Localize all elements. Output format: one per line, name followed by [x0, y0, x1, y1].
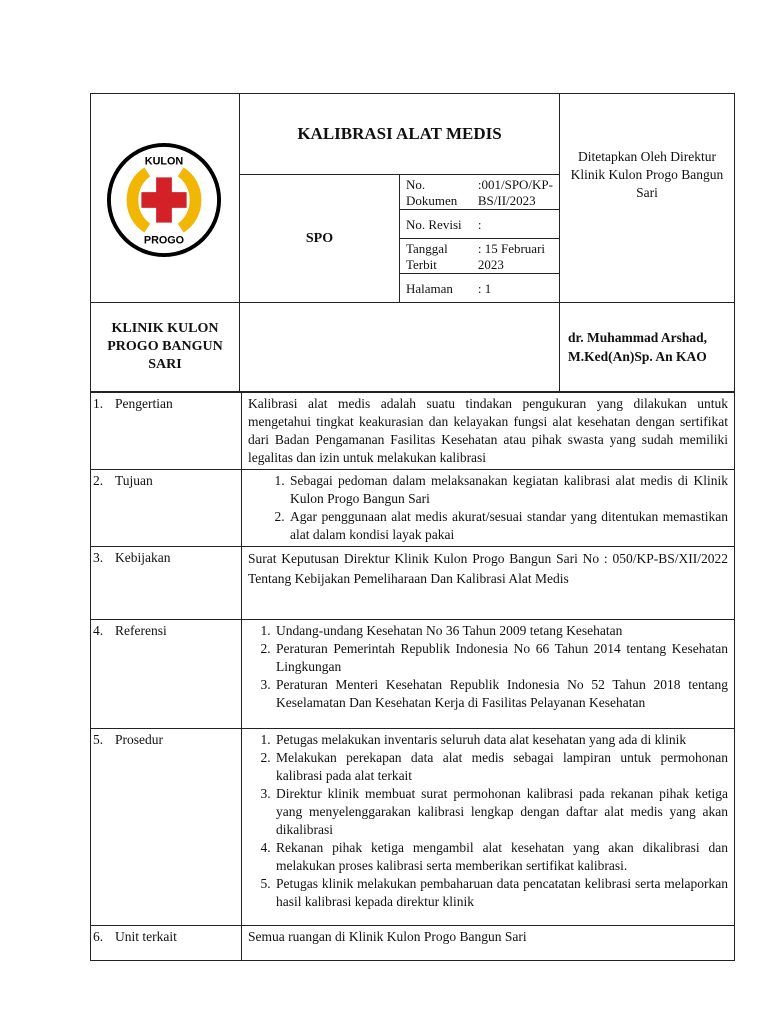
list-item: 1. Sebagai pedoman dalam melaksanakan kegiatan kalibrasi alat medis di Klinik Kulon Progo Bangun Sari — [288, 472, 728, 508]
list-item: 2. Peraturan Pemerintah Republik Indonesia No 66 Tahun 2014 tentang Kesehatan Lingkungan — [274, 640, 728, 676]
document-body — [90, 392, 735, 961]
logo-bottom-text: PROGO — [143, 234, 185, 247]
section-text: Kalibrasi alat medis adalah suatu tindakan pengukuran yang dilakukan untuk mengetahui tingkat keakurasian dan kelayakan fungsi alat kesehatan dengan sertifikat dari Badan Pengamanan Fasilitas Kesehatan atau pihak swasta yang sudah memiliki legalitas dan izin untuk melakukan kalibrasi — [242, 393, 735, 470]
list-item: 2. Melakukan perekapan data alat medis sebagai lampiran untuk permohonan kalibrasi pada alat terkait — [274, 749, 728, 785]
document-title: KALIBRASI ALAT MEDIS — [240, 94, 560, 175]
clinic-name: KLINIK KULON PROGO BANGUN SARI — [91, 303, 240, 392]
section-label: Pengertian — [115, 396, 173, 411]
section-label: Kebijakan — [115, 550, 171, 565]
blank-cell — [240, 303, 560, 392]
section-prosedur: 5. Prosedur 1. Petugas melakukan inventaris seluruh data alat kesehatan yang ada di klinik 2. Melakukan perekapan data alat medis sebagai lampiran untuk permohonan kalibrasi pada alat terkait 3. Direktur klinik membuat surat permohonan kalibrasi pada rekanan pihak ketiga yang menyelenggarakan kalibrasi lengkap dengan daftar alat medis yang akan dikalibrasi 4. Rekanan pihak ketiga mengambil alat kesehatan yang akan dikalibrasi dan melakukan proses kalibrasi serta memberikan sertifikat kalibrasi. 5. Petugas klinik melakukan pembaharuan data pencatatan kelibrasi serta melaporkan hasil kalibrasi kepada direktur klinik — [91, 729, 735, 926]
section-pengertian: 1. Pengertian Kalibrasi alat medis adalah suatu tindakan pengukuran yang dilakukan untuk mengetahui tingkat keakurasian dan kelayakan fungsi alat kesehatan dengan sertifikat dari Badan Pengamanan Fasilitas Kesehatan atau pihak swasta yang sudah memiliki legalitas dan izin untuk melakukan kalibrasi — [91, 393, 735, 470]
meta-row: Halaman : 1 — [406, 281, 492, 296]
spo-label: SPO — [240, 175, 400, 303]
list-item: 4. Rekanan pihak ketiga mengambil alat kesehatan yang akan dikalibrasi dan melakukan proses kalibrasi serta memberikan sertifikat kalibrasi. — [274, 839, 728, 875]
meta-row: No. Revisi : — [400, 210, 559, 239]
section-referensi: 4. Referensi 1. Undang-undang Kesehatan No 36 Tahun 2009 tetang Kesehatan 2. Peraturan Pemerintah Republik Indonesia No 66 Tahun 2014 tentang Kesehatan Lingkungan 3. Peraturan Menteri Kesehatan Republik Indonesia No 52 Tahun 2018 tentang Keselamatan Dan Kesehatan Kerja di Fasilitas Pelayanan Kesehatan — [91, 620, 735, 729]
meta-row: Tanggal Terbit : 15 Februari 2023 — [400, 239, 559, 274]
signatory: dr. Muhammad Arshad, M.Ked(An)Sp. An KAO — [560, 303, 735, 392]
section-text: Surat Keputusan Direktur Klinik Kulon Progo Bangun Sari No : 050/KP-BS/XII/2022 Tentang Kebijakan Pemeliharaan Dan Kalibrasi Alat Medis — [242, 547, 735, 620]
section-kebijakan: 3. Kebijakan Surat Keputusan Direktur Klinik Kulon Progo Bangun Sari No : 050/KP-BS/XII/2022 Tentang Kebijakan Pemeliharaan Dan Kalibrasi Alat Medis — [91, 547, 735, 620]
section-text: Semua ruangan di Klinik Kulon Progo Bangun Sari — [242, 926, 735, 961]
list-item: 3. Peraturan Menteri Kesehatan Republik Indonesia No 52 Tahun 2018 tentang Keselamatan Dan Kesehatan Kerja di Fasilitas Pelayanan Kesehatan — [274, 676, 728, 712]
established-by: Ditetapkan Oleh Direktur Klinik Kulon Progo Bangun Sari — [560, 94, 735, 303]
section-label: Tujuan — [115, 473, 153, 488]
section-label: Unit terkait — [115, 929, 177, 944]
clinic-logo — [105, 141, 223, 259]
document-header — [90, 93, 735, 392]
logo-cell — [91, 94, 240, 303]
section-unit-terkait: 6. Unit terkait Semua ruangan di Klinik Kulon Progo Bangun Sari — [91, 926, 735, 961]
list-item: 5. Petugas klinik melakukan pembaharuan data pencatatan kelibrasi serta melaporkan hasil kalibrasi kepada direktur klinik — [274, 875, 728, 911]
logo-top-text: KULON — [144, 155, 184, 168]
meta-row: No. Dokumen :001/SPO/KP-BS/II/2023 — [400, 175, 559, 210]
spo-document — [90, 93, 735, 961]
list-item: 1. Undang-undang Kesehatan No 36 Tahun 2009 tetang Kesehatan — [274, 622, 728, 640]
list-item: 2. Agar penggunaan alat medis akurat/sesuai standar yang ditentukan memastikan alat dalam kondisi layak pakai — [288, 508, 728, 544]
section-label: Referensi — [115, 623, 167, 638]
list-item: 3. Direktur klinik membuat surat permohonan kalibrasi pada rekanan pihak ketiga yang menyelenggarakan kalibrasi lengkap dengan daftar alat medis yang akan dikalibrasi — [274, 785, 728, 839]
section-label: Prosedur — [115, 732, 163, 747]
document-meta — [400, 175, 560, 303]
list-item: 1. Petugas melakukan inventaris seluruh data alat kesehatan yang ada di klinik — [274, 731, 728, 749]
section-tujuan: 2. Tujuan 1. Sebagai pedoman dalam melaksanakan kegiatan kalibrasi alat medis di Klinik Kulon Progo Bangun Sari 2. Agar penggunaan alat medis akurat/sesuai standar yang ditentukan memastikan alat dalam kondisi layak pakai — [91, 470, 735, 547]
